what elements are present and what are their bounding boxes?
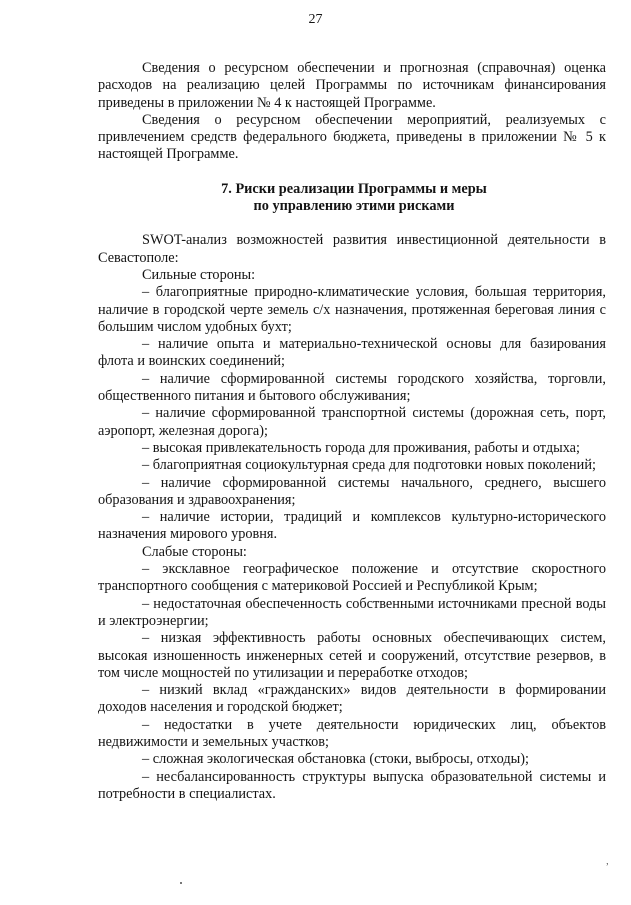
swot-intro: SWOT-анализ возможностей развития инвестиционной деятельности в Севастополе: [98,232,606,266]
strength-item: – наличие истории, традиций и комплексов культурно-исторического назначения мирового уровня. [98,509,606,543]
strength-item: – наличие опыта и материально-технической основы для базирования флота и воинских соединений; [98,336,606,370]
strength-item: – благоприятные природно-климатические условия, большая территория, наличие в городской черте земель с/х назначения, протяженная береговая линия с большим числом удобных бухт; [98,284,606,335]
resource-paragraph: Сведения о ресурсном обеспечении и прогнозная (справочная) оценка расходов на реализацию целей Программы по источникам финансирования приведены в приложении № 4 к настоящей Программе. [98,60,606,111]
weakness-item: – сложная экологическая обстановка (стоки, выбросы, отходы); [142,751,529,768]
federal-budget-paragraph: Сведения о ресурсном обеспечении мероприятий, реализуемых с привлечением средств федерального бюджета, приведены в приложении № 5 к настоящей Программе. [98,111,606,163]
strengths-label: Сильные стороны: [142,266,256,283]
strength-item: – наличие сформированной транспортной системы (дорожная сеть, порт, аэропорт, железная дорога); [98,405,606,439]
page-content [98,60,606,803]
strength-item: – наличие сформированной системы начального, среднего, высшего образования и здравоохранения; [98,474,606,508]
section-heading-line-1: 7. Риски реализации Программы и меры [221,180,487,197]
weakness-item: – эксклавное географическое положение и отсутствие скоростного транспортного сообщения с материковой Россией и Республикой Крым; [98,561,606,595]
weakness-item: – недостатки в учете деятельности юридических лиц, объектов недвижимости и земельных участков; [98,716,606,750]
strengths-list [98,284,606,543]
weakness-item: – низкий вклад «гражданских» видов деятельности в формировании доходов населения и городской бюджет; [98,682,606,716]
section-heading-line-2: по управлению этими рисками [253,198,455,215]
strength-item: – высокая привлекательность города для проживания, работы и отдыха; [142,439,580,456]
strength-item: – наличие сформированной системы городского хозяйства, торговли, общественного питания и бытового обслуживания; [98,370,606,405]
weakness-item: – низкая эффективность работы основных обеспечивающих систем, высокая изношенность инженерных сетей и сооружений, отсутствие резервов, в том числе мощностей по утилизации и переработке отходов; [98,630,606,681]
weaknesses-label: Слабые стороны: [142,543,247,560]
scan-mark: ʼ [605,862,609,873]
scan-artifact [180,882,182,884]
weakness-item: – недостаточная обеспеченность собственными источниками пресной воды и электроэнергии; [98,595,606,629]
section-heading [98,181,606,216]
page-number: 27 [308,12,323,27]
weaknesses-list [98,561,606,803]
strength-item: – благоприятная социокультурная среда для подготовки новых поколений; [142,457,596,474]
weakness-item: – несбалансированность структуры выпуска образовательной системы и потребности в специалистах. [98,768,606,802]
